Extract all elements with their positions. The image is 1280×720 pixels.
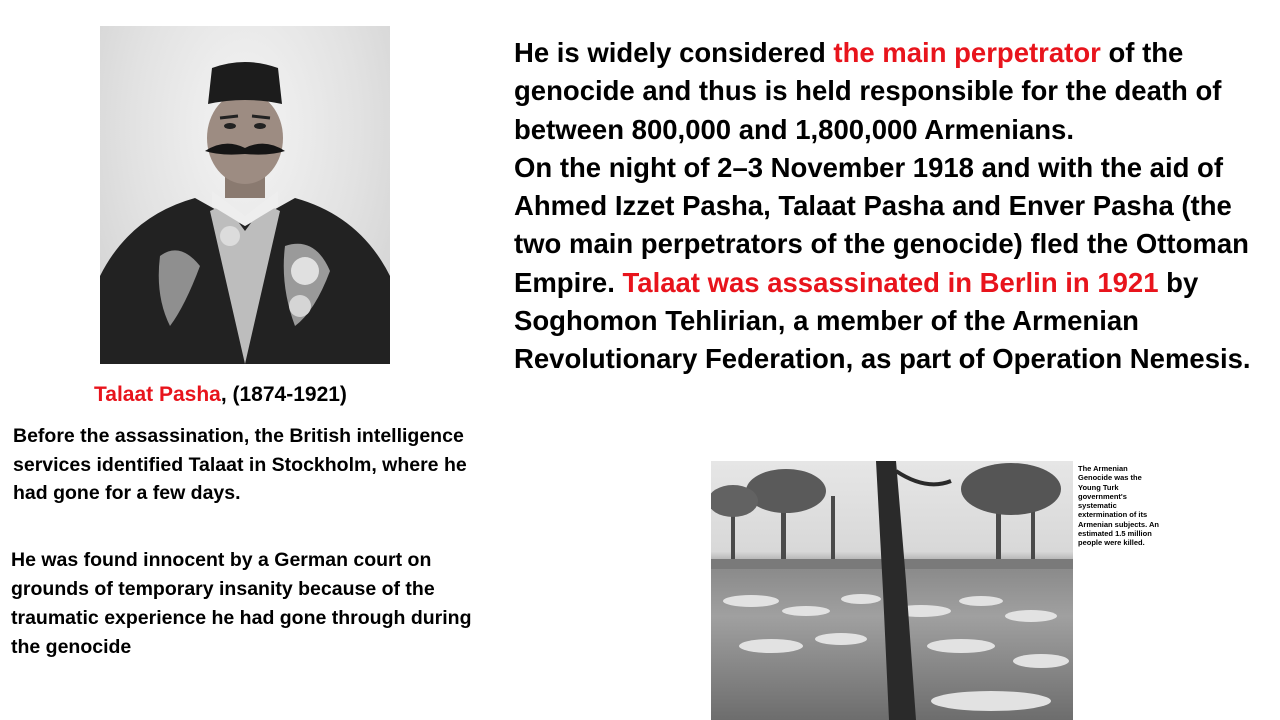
photo-side-note: The Armenian Genocide was the Young Turk government's systematic extermination of its Armenian subjects. An estimated 1.5 million people were killed. bbox=[1078, 464, 1159, 548]
genocide-field-photo bbox=[711, 461, 1073, 720]
p1-text-b: of the genocide and thus is held responsible for the death of between 800,000 and 1,800,000 Armenians. bbox=[514, 37, 1222, 145]
p2-text-a: On the night of 2–3 November 1918 and with the aid of Ahmed Izzet Pasha, Talaat Pasha and Enver Pasha (the two main perpetrators of the genocide) fled the Ottoman Empire. bbox=[514, 151, 1249, 298]
caption-dates: , (1874-1921) bbox=[220, 383, 347, 406]
talaat-pasha-portrait bbox=[100, 26, 390, 364]
p1-text-a: He is widely considered bbox=[514, 37, 834, 68]
court-verdict-paragraph: He was found innocent by a German court on grounds of temporary insanity because of the traumatic experience he had gone through during the genocide bbox=[11, 549, 472, 658]
main-paragraph-1 bbox=[514, 34, 1264, 149]
assassination-intel-paragraph: Before the assassination, the British intelligence services identified Talaat in Stockholm, where he had gone for a few days. bbox=[13, 425, 467, 504]
p2-highlight: Talaat was assassinated in Berlin in 1921 bbox=[622, 266, 1159, 298]
portrait-caption bbox=[94, 383, 454, 407]
p1-highlight: the main perpetrator bbox=[833, 37, 1101, 68]
p2-text-b: by Soghomon Tehlirian, a member of the Armenian Revolutionary Federation, as part of Operation Nemesis. bbox=[514, 266, 1251, 375]
main-text-block bbox=[514, 34, 1264, 379]
caption-name: Talaat Pasha bbox=[94, 383, 221, 406]
main-paragraph-2 bbox=[514, 149, 1264, 379]
